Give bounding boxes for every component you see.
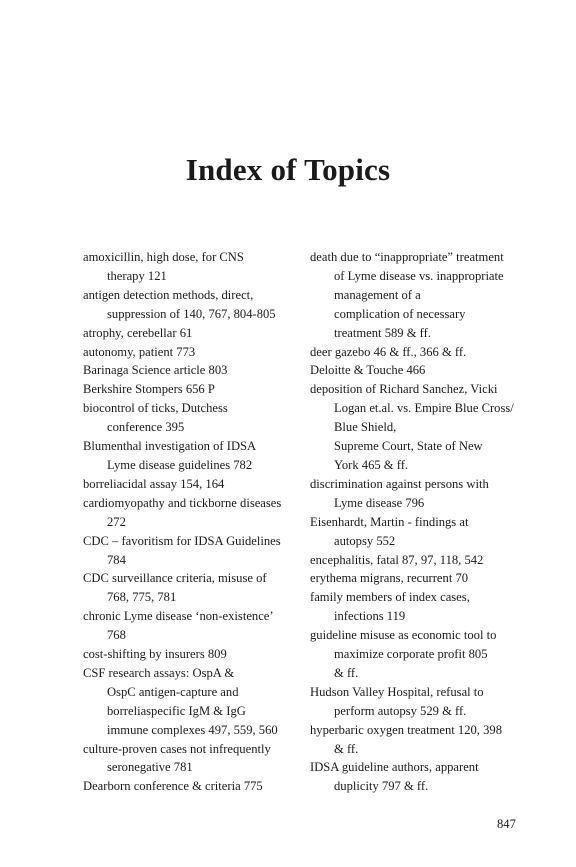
index-entry-continuation: maximize corporate profit 805 [334, 647, 488, 662]
index-entry-term: death due to “inappropriate” treatment [310, 250, 504, 264]
index-entry [310, 626, 535, 683]
index-column-right [310, 248, 535, 796]
index-entry-term: CDC – favoritism for IDSA Guidelines [83, 533, 281, 548]
index-entry [310, 758, 535, 796]
index-entry [310, 569, 535, 588]
index-entry-term: biocontrol of ticks, Dutchess [83, 401, 228, 416]
index-entry-continuation: Supreme Court, State of New [334, 439, 483, 454]
index-entry [83, 343, 298, 362]
index-entry-term: Berkshire Stompers 656 P [83, 382, 215, 397]
index-entry [83, 777, 298, 796]
index-entry-continuation: OspC antigen-capture and [107, 684, 239, 699]
index-entry [83, 532, 298, 570]
index-entry [83, 399, 298, 437]
index-entry [83, 248, 298, 286]
index-entry-term: guideline misuse as economic tool to [310, 628, 497, 643]
index-entry-continuation: Lyme disease guidelines 782 [107, 457, 253, 472]
index-entry [310, 683, 535, 721]
index-entry [310, 343, 535, 362]
index-entry-continuation: autopsy 552 [334, 533, 396, 548]
index-entry-continuation: 272 [107, 514, 126, 529]
index-entry-term: hyperbaric oxygen treatment 120, 398 [310, 722, 502, 737]
index-entry-term: Barinaga Science article 803 [83, 363, 228, 378]
index-entry-continuation: therapy 121 [107, 268, 167, 283]
index-entry-continuation: & ff. [334, 665, 359, 680]
index-entry [83, 286, 298, 324]
index-entry [83, 569, 298, 607]
index-entry-continuation: suppression of 140, 767, 804-805 [107, 306, 276, 321]
index-entry-term: encephalitis, fatal 87, 97, 118, 542 [310, 552, 484, 567]
index-entry [310, 380, 535, 475]
index-entry [83, 494, 298, 532]
index-entry [83, 740, 298, 778]
index-entry [83, 645, 298, 664]
index-entry-term: Hudson Valley Hospital, refusal to [310, 684, 484, 699]
index-entry-continuation: duplicity 797 & ff. [334, 779, 429, 794]
index-entry-term: family members of index cases, [310, 590, 470, 605]
index-entry-continuation: & ff. [334, 741, 359, 756]
index-entry [83, 380, 298, 399]
index-entry-term: atrophy, cerebellar 61 [83, 325, 193, 340]
index-entry-continuation: borreliaspecific IgM & IgG [107, 703, 246, 718]
index-entry-term: erythema migrans, recurrent 70 [310, 571, 469, 586]
index-entry [83, 664, 298, 740]
index-entry [310, 551, 535, 570]
index-entry-term: CDC surveillance criteria, misuse of [83, 571, 267, 586]
index-entry [310, 588, 535, 626]
index-entry-term: antigen detection methods, direct, [83, 287, 254, 302]
page-title: Index of Topics [185, 152, 391, 187]
index-entry-continuation: infections 119 [334, 609, 406, 624]
index-entry-term: autonomy, patient 773 [83, 344, 196, 359]
index-entry-term: cost-shifting by insurers 809 [83, 647, 227, 662]
index-entry [83, 607, 298, 645]
index-entry [83, 324, 298, 343]
index-entry-continuation: York 465 & ff. [334, 457, 409, 472]
index-entry [310, 475, 535, 513]
index-column-left [83, 248, 298, 796]
index-entry [83, 361, 298, 380]
index-entry-continuation: treatment 589 & ff. [334, 325, 431, 340]
index-entry [310, 248, 535, 343]
index-entry-term: discrimination against persons with [310, 476, 489, 491]
index-entry-continuation: 768 [107, 628, 126, 643]
index-entry-continuation: Lyme disease 796 [334, 495, 425, 510]
index-entry [310, 361, 535, 380]
index-entry-continuation: seronegative 781 [107, 760, 193, 775]
page-number: 847 [497, 817, 516, 831]
index-entry-continuation: Logan et.al. vs. Empire Blue Cross/ [334, 401, 514, 416]
index-entry-continuation: perform autopsy 529 & ff. [334, 703, 467, 718]
index-entry-term: Deloitte & Touche 466 [310, 363, 426, 378]
index-entry-term: borreliacidal assay 154, 164 [83, 476, 225, 491]
index-entry-term: Blumenthal investigation of IDSA [83, 439, 257, 454]
index-entry [83, 475, 298, 494]
index-entry-term: culture-proven cases not infrequently [83, 741, 271, 756]
index-entry-continuation: 768, 775, 781 [107, 590, 177, 605]
index-entry-continuation: immune complexes 497, 559, 560 [107, 722, 278, 737]
index-entry-term: Eisenhardt, Martin - findings at [310, 514, 469, 529]
index-entry-continuation: Blue Shield, [334, 420, 397, 435]
index-entry [310, 513, 535, 551]
index-entry-continuation: conference 395 [107, 420, 185, 435]
index-entry-term: CSF research assays: OspA & [83, 665, 235, 680]
index-entry-term: deer gazebo 46 & ff., 366 & ff. [310, 344, 467, 359]
index-entry-term: cardiomyopathy and tickborne diseases [83, 495, 282, 510]
index-entry-continuation: complication of necessary [334, 306, 466, 321]
index-entry-term: deposition of Richard Sanchez, Vicki [310, 382, 498, 397]
index-entry [310, 721, 535, 759]
index-entry-term: chronic Lyme disease ‘non-existence’ [83, 609, 274, 624]
index-entry-term: amoxicillin, high dose, for CNS [83, 250, 244, 264]
index-entry-continuation: of Lyme disease vs. inappropriate [334, 268, 504, 283]
index-entry-continuation: 784 [107, 552, 126, 567]
index-entry [83, 437, 298, 475]
index-entry-term: IDSA guideline authors, apparent [310, 760, 479, 775]
index-entry-term: Dearborn conference & criteria 775 [83, 779, 263, 794]
index-entry-continuation: management of a [334, 287, 421, 302]
